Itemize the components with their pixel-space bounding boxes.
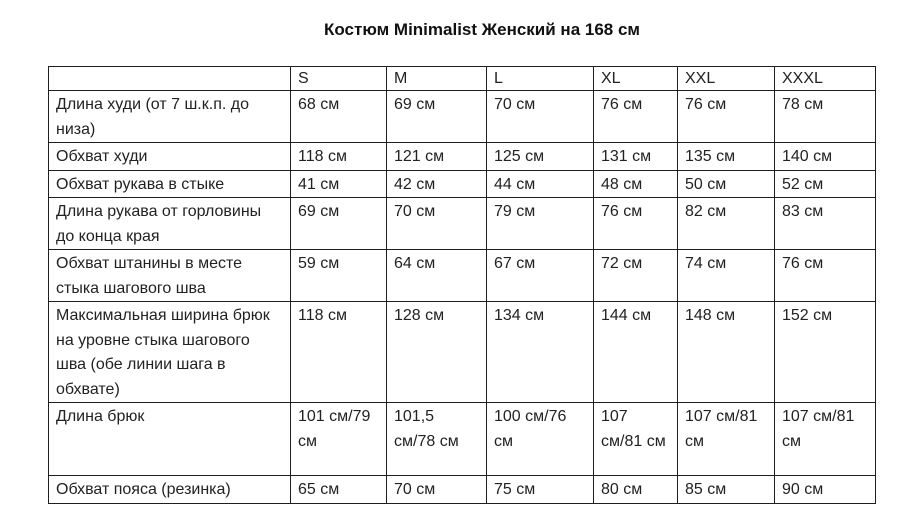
row-label: Обхват пояса (резинка) — [49, 476, 291, 504]
table-cell: 79 см — [487, 198, 594, 250]
table-cell: 118 см — [291, 302, 387, 403]
header-cell-l: L — [487, 67, 594, 91]
table-cell: 50 см — [678, 170, 775, 198]
table-cell: 128 см — [387, 302, 487, 403]
table-cell: 80 см — [594, 476, 678, 504]
table-row — [49, 302, 876, 403]
table-cell: 76 см — [775, 250, 876, 302]
table-cell: 101 см/79 см — [291, 403, 387, 476]
table-row — [49, 91, 876, 143]
row-label: Обхват штанины в месте стыка шагового шва — [49, 250, 291, 302]
table-cell: 42 см — [387, 170, 487, 198]
table-row — [49, 403, 876, 476]
table-cell: 85 см — [678, 476, 775, 504]
table-cell: 70 см — [487, 91, 594, 143]
header-cell-m: M — [387, 67, 487, 91]
table-cell: 76 см — [594, 91, 678, 143]
table-cell: 83 см — [775, 198, 876, 250]
table-cell: 101,5 см/78 см — [387, 403, 487, 476]
page-title: Костюм Minimalist Женский на 168 см — [324, 20, 640, 39]
table-cell: 75 см — [487, 476, 594, 504]
table-row — [49, 170, 876, 198]
header-cell-xxl: XXL — [678, 67, 775, 91]
table-cell: 131 см — [594, 143, 678, 171]
table-cell: 59 см — [291, 250, 387, 302]
table-cell: 48 см — [594, 170, 678, 198]
row-label: Длина брюк — [49, 403, 291, 476]
table-cell: 69 см — [291, 198, 387, 250]
table-cell: 64 см — [387, 250, 487, 302]
table-cell: 70 см — [387, 198, 487, 250]
table-row — [49, 476, 876, 504]
table-cell: 148 см — [678, 302, 775, 403]
table-cell: 76 см — [678, 91, 775, 143]
table-cell: 67 см — [487, 250, 594, 302]
header-cell-xl: XL — [594, 67, 678, 91]
table-row — [49, 198, 876, 250]
table-cell: 65 см — [291, 476, 387, 504]
table-cell: 78 см — [775, 91, 876, 143]
table-cell: 69 см — [387, 91, 487, 143]
header-cell-empty — [49, 67, 291, 91]
row-label: Длина худи (от 7 ш.к.п. до низа) — [49, 91, 291, 143]
table-cell: 68 см — [291, 91, 387, 143]
row-label: Длина рукава от горловины до конца края — [49, 198, 291, 250]
table-cell: 90 см — [775, 476, 876, 504]
row-label: Обхват рукава в стыке — [49, 170, 291, 198]
table-cell: 52 см — [775, 170, 876, 198]
row-label: Обхват худи — [49, 143, 291, 171]
table-cell: 144 см — [594, 302, 678, 403]
table-cell: 74 см — [678, 250, 775, 302]
table-cell: 121 см — [387, 143, 487, 171]
table-cell: 41 см — [291, 170, 387, 198]
table-row — [49, 250, 876, 302]
table-cell: 72 см — [594, 250, 678, 302]
table-cell: 135 см — [678, 143, 775, 171]
table-cell: 100 см/76 см — [487, 403, 594, 476]
table-cell: 44 см — [487, 170, 594, 198]
table-cell: 152 см — [775, 302, 876, 403]
table-cell: 107 см/81 см — [775, 403, 876, 476]
table-cell: 140 см — [775, 143, 876, 171]
header-cell-xxxl: XXXL — [775, 67, 876, 91]
table-cell: 107 см/81 см — [678, 403, 775, 476]
table-cell: 118 см — [291, 143, 387, 171]
size-chart-table — [48, 66, 876, 504]
table-cell: 82 см — [678, 198, 775, 250]
table-cell: 134 см — [487, 302, 594, 403]
table-cell: 107 см/81 см — [594, 403, 678, 476]
row-label: Максимальная ширина брюк на уровне стыка шагового шва (обе линии шага в обхвате) — [49, 302, 291, 403]
table-cell: 125 см — [487, 143, 594, 171]
table-row — [49, 143, 876, 171]
header-cell-s: S — [291, 67, 387, 91]
table-header-row — [49, 67, 876, 91]
table-cell: 70 см — [387, 476, 487, 504]
table-cell: 76 см — [594, 198, 678, 250]
